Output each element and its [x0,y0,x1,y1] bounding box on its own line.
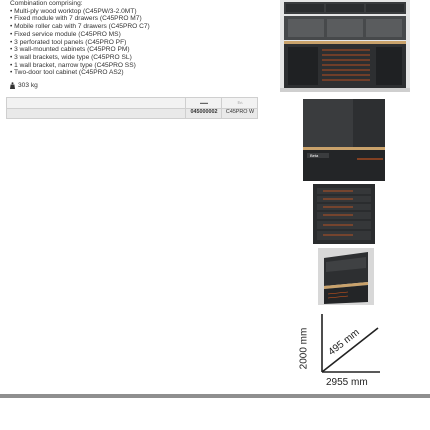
description-item: • 1 wall bracket, narrow type (C45PRO SS) [10,61,136,69]
dimension-width: 2955 mm [326,377,368,388]
weight-icon [10,82,15,89]
svg-text:Beta: Beta [310,153,319,158]
description-heading: Combination comprising: [10,0,83,7]
description-item: • Fixed module with 7 drawers (C45PRO M7) [10,15,142,23]
description-item: • Fixed service module (C45PRO MS) [10,30,121,38]
product-main-image [280,0,410,92]
detail-image-cabinet [303,99,385,181]
dimension-depth: 495 mm [326,327,362,358]
description-item: • 3 wall-mounted cabinets (C45PRO PM) [10,46,130,54]
description-item: • Mobile roller cab with 7 drawers (C45PRO C7) [10,23,150,31]
description-item: • 3 perforated tool panels (C45PRO PF) [10,38,127,46]
model-column [221,98,258,118]
code-icon: ≡⌂ [237,100,243,105]
product-code-table [6,97,258,119]
dimension-height: 2000 mm [298,327,310,370]
weight-value: 303 kg [18,82,38,89]
model-code: C45PRO W [225,109,255,115]
weight-info [10,82,38,89]
description-item: • Multi-ply wood worktop (C45PW/3-2.0MT) [10,7,137,15]
code-column [185,98,222,118]
product-description [10,0,150,77]
footer-divider [0,394,430,398]
barcode-icon: ▬▬ [200,100,208,105]
description-item: • 3 wall brackets, wide type (C45PRO SL) [10,53,132,61]
product-code: 045000002 [190,109,218,115]
detail-image-wall-unit [318,248,374,305]
detail-image-drawers [313,184,375,244]
description-item: • Two-door tool cabinet (C45PRO AS2) [10,69,124,77]
